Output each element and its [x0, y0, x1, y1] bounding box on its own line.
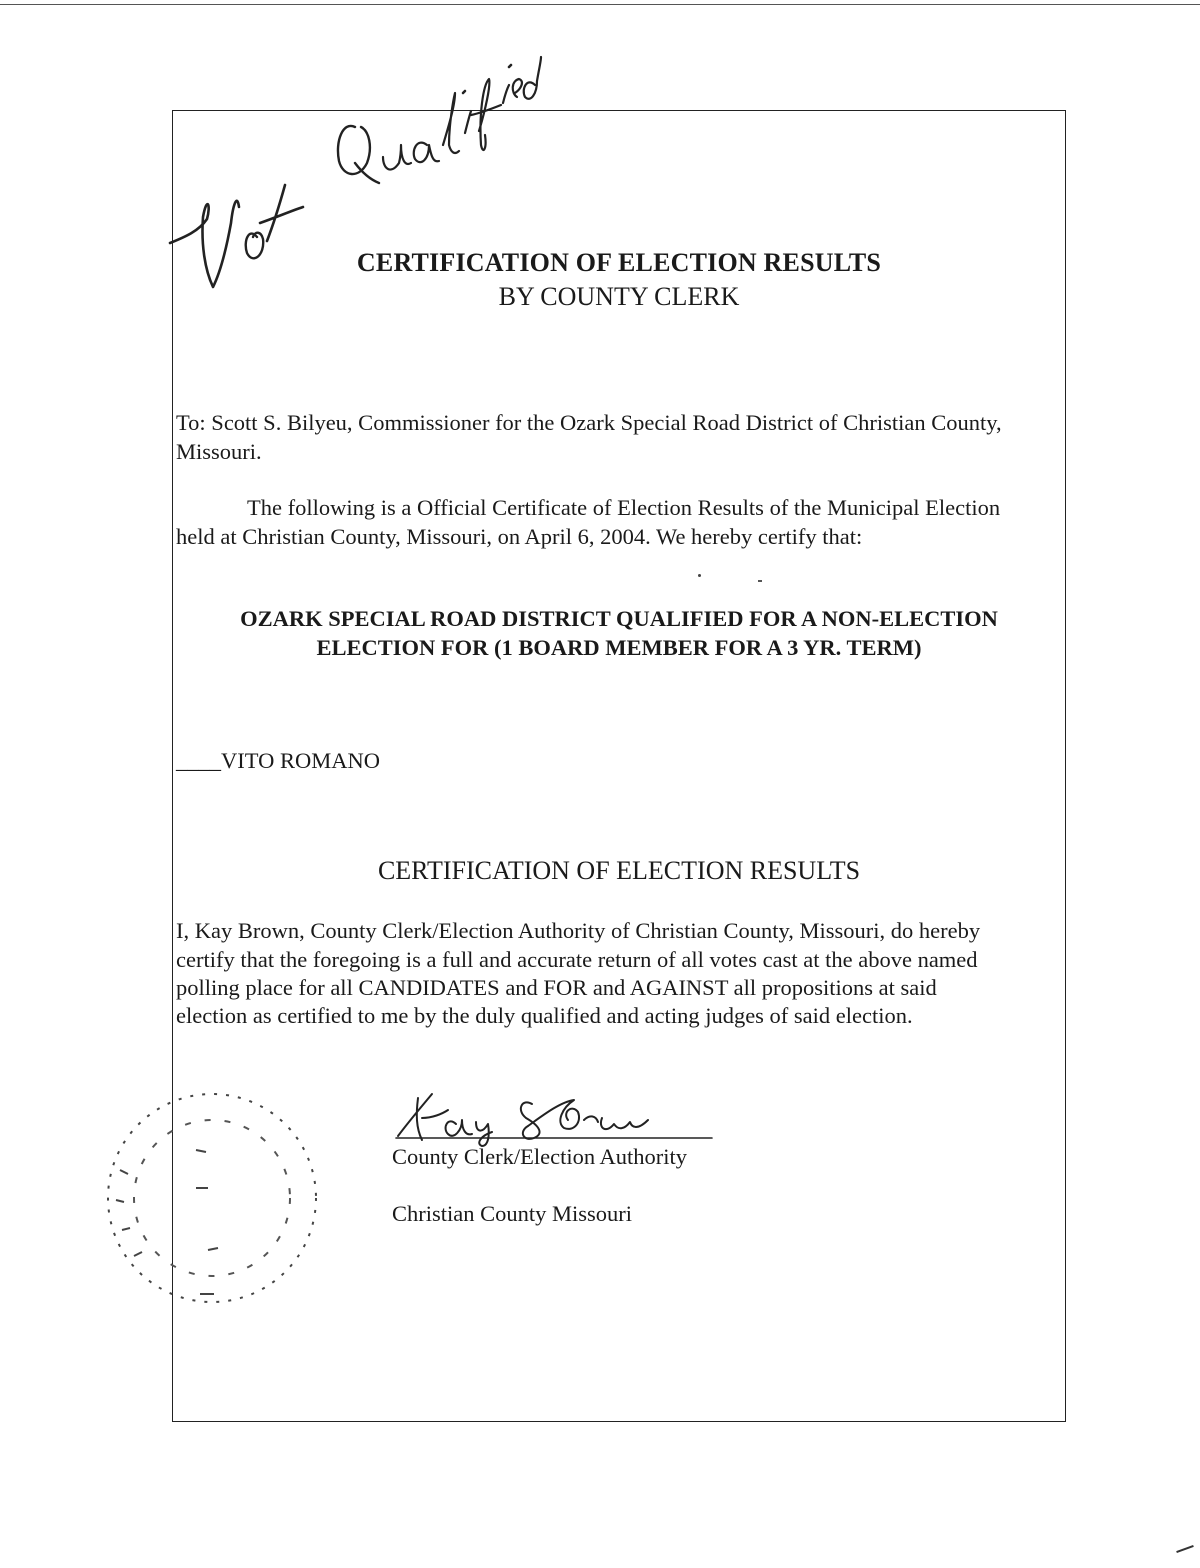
addressee-line-2: Missouri.: [176, 439, 262, 464]
signature-kay-brown: [392, 1088, 722, 1148]
signature-title: County Clerk/Election Authority: [392, 1144, 687, 1169]
signature-location: Christian County Missouri: [392, 1201, 633, 1226]
district-heading-line-1: OZARK SPECIAL ROAD DISTRICT QUALIFIED FOR A NON-ELECTION: [240, 606, 998, 631]
scan-edge-mark: [1176, 1545, 1194, 1553]
scan-top-rule: [0, 4, 1200, 5]
addressee-line-1: To: Scott S. Bilyeu, Commissioner for the Ozark Special Road District of Christian County,: [176, 410, 1002, 435]
certification-line-4: election as certified to me by the duly qualified and acting judges of said election.: [176, 1003, 913, 1028]
scan-speck: [698, 574, 701, 577]
county-seal: [100, 1080, 330, 1320]
certification-line-3: polling place for all CANDIDATES and FOR and AGAINST all propositions at said: [176, 975, 937, 1000]
certification-line-2: certify that the foregoing is a full and accurate return of all votes cast at the above named: [176, 947, 978, 972]
scan-speck: [758, 580, 762, 582]
intro-line-2: held at Christian County, Missouri, on April 6, 2004. We hereby certify that:: [176, 524, 863, 549]
certification-heading: CERTIFICATION OF ELECTION RESULTS: [377, 856, 861, 885]
candidate-entry: [176, 746, 380, 775]
intro-line-1: The following is a Official Certificate of Election Results of the Municipal Election: [247, 495, 1001, 520]
candidate-name: VITO ROMANO: [221, 748, 380, 773]
certificate-subtitle: BY COUNTY CLERK: [498, 282, 740, 311]
certificate-title: CERTIFICATION OF ELECTION RESULTS: [356, 248, 882, 277]
candidate-check-blank: ____: [176, 748, 221, 773]
district-heading-line-2: ELECTION FOR (1 BOARD MEMBER FOR A 3 YR. TERM): [316, 635, 922, 660]
certification-line-1: I, Kay Brown, County Clerk/Election Authority of Christian County, Missouri, do hereby: [176, 918, 981, 943]
